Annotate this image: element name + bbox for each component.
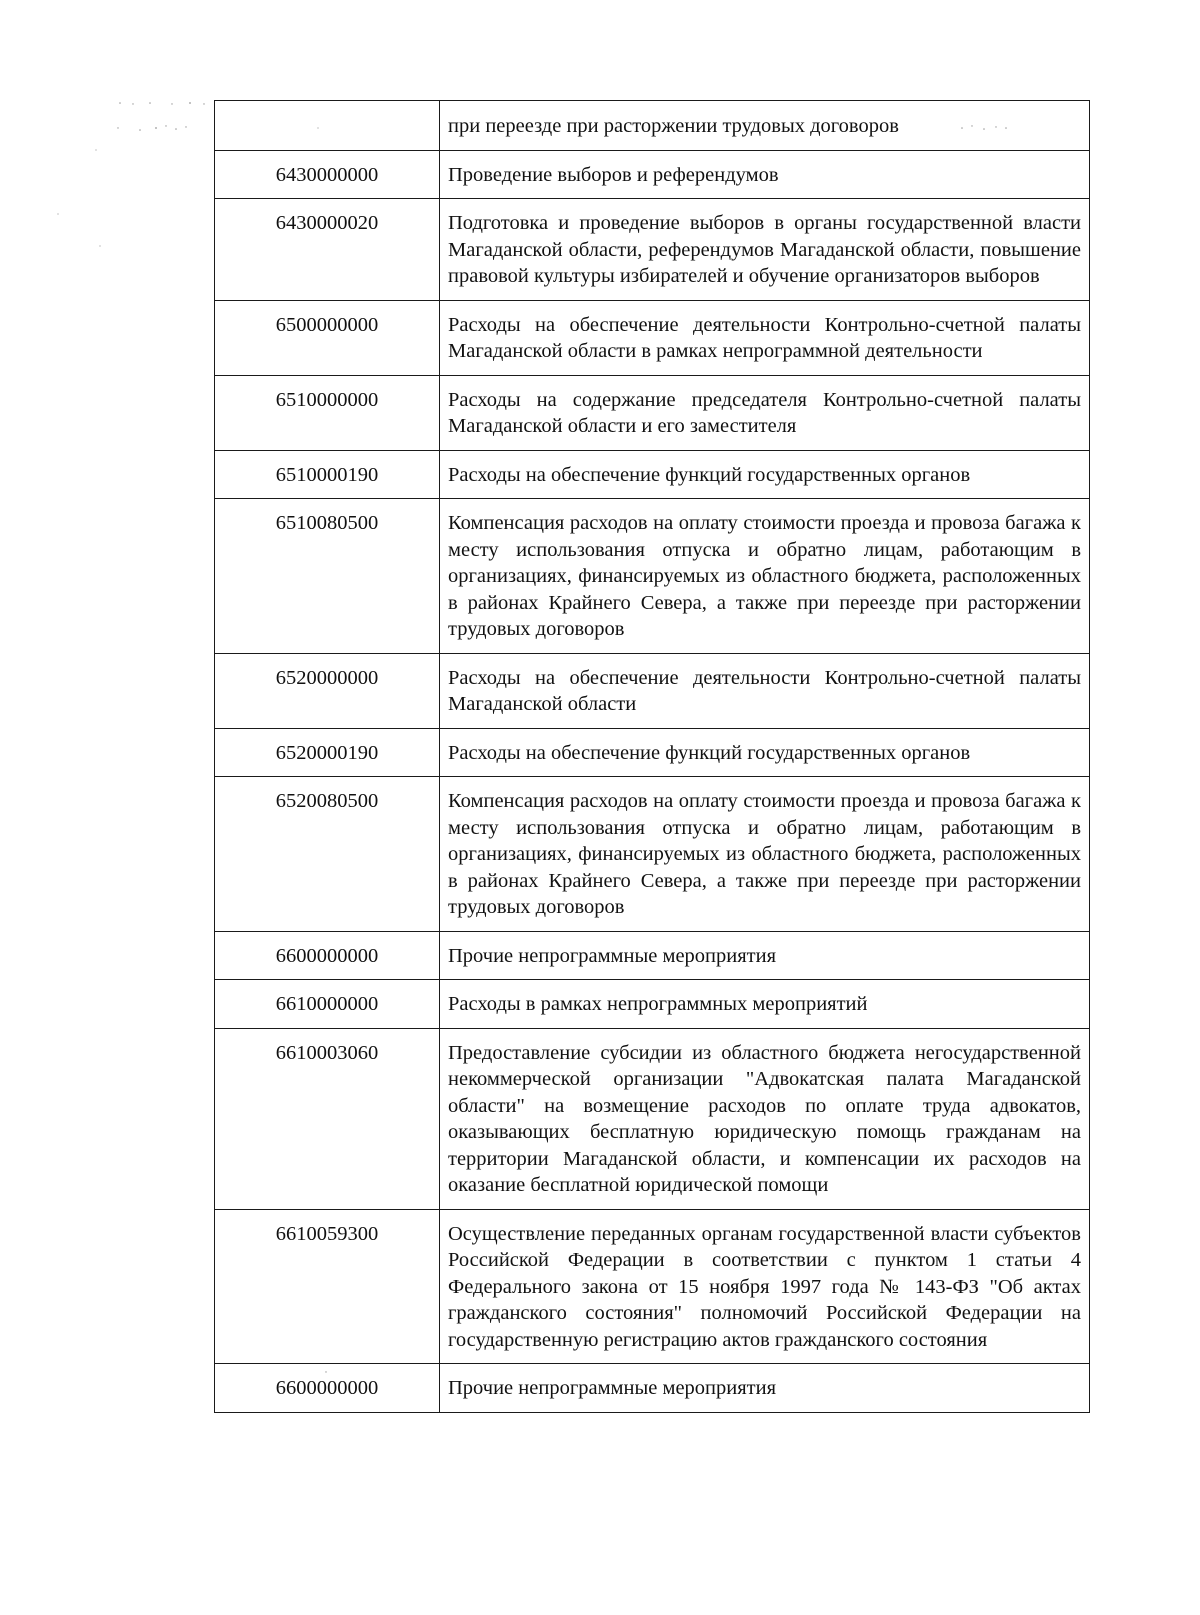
row-description: Расходы на содержание председателя Контрольно-счетной палаты Магаданской области и его заместителя — [440, 375, 1090, 450]
table-row — [215, 375, 1090, 450]
row-code: 6520080500 — [215, 777, 440, 932]
table-row — [215, 931, 1090, 980]
row-description: Компенсация расходов на оплату стоимости проезда и провоза багажа к месту использования отпуска и обратно лицам, работающим в организациях, финансируемых из областного бюджета, расположенных в районах Крайнего Севера, а также при переезде при расторжении трудовых договоров — [440, 499, 1090, 654]
table-row — [215, 1209, 1090, 1364]
budget-classification-table — [214, 100, 1090, 1413]
row-description: Расходы на обеспечение деятельности Контрольно-счетной палаты Магаданской области — [440, 653, 1090, 728]
table-row — [215, 653, 1090, 728]
row-description: Предоставление субсидии из областного бюджета негосударственной некоммерческой организации "Адвокатская палата Магаданской области" на возмещение расходов по оплате труда адвокатов, оказывающих бесплатную юридическую помощь гражданам на территории Магаданской области, и компенсации их расходов на оказание бесплатной юридической помощи — [440, 1028, 1090, 1209]
row-code: 6430000000 — [215, 150, 440, 199]
row-code: 6500000000 — [215, 300, 440, 375]
row-description: Осуществление переданных органам государственной власти субъектов Российской Федерации в соответствии с пунктом 1 статьи 4 Федерального закона от 15 ноября 1997 года № 143-ФЗ "Об актах гражданского состояния" полномочий Российской Федерации на государственную регистрацию актов гражданского состояния — [440, 1209, 1090, 1364]
row-code: 6610003060 — [215, 1028, 440, 1209]
row-description: Подготовка и проведение выборов в органы государственной власти Магаданской области, референдумов Магаданской области, повышение правовой культуры избирателей и обучение организаторов выборов — [440, 199, 1090, 301]
row-description: Проведение выборов и референдумов — [440, 150, 1090, 199]
row-description: Расходы в рамках непрограммных мероприятий — [440, 980, 1090, 1029]
row-description: Расходы на обеспечение функций государственных органов — [440, 450, 1090, 499]
row-code: 6520000190 — [215, 728, 440, 777]
table-row — [215, 101, 1090, 151]
table-row — [215, 300, 1090, 375]
row-description: Компенсация расходов на оплату стоимости проезда и провоза багажа к месту использования отпуска и обратно лицам, работающим в организациях, финансируемых из областного бюджета, расположенных в районах Крайнего Севера, а также при переезде при расторжении трудовых договоров — [440, 777, 1090, 932]
row-code: 6510000000 — [215, 375, 440, 450]
table-row — [215, 199, 1090, 301]
row-description: Расходы на обеспечение деятельности Контрольно-счетной палаты Магаданской области в рамках непрограммной деятельности — [440, 300, 1090, 375]
row-description: Прочие непрограммные мероприятия — [440, 1364, 1090, 1413]
table-row — [215, 1028, 1090, 1209]
row-description: Прочие непрограммные мероприятия — [440, 931, 1090, 980]
row-description: Расходы на обеспечение функций государственных органов — [440, 728, 1090, 777]
row-code: 6520000000 — [215, 653, 440, 728]
table-row — [215, 1364, 1090, 1413]
row-code: 6430000020 — [215, 199, 440, 301]
row-code: 6610059300 — [215, 1209, 440, 1364]
table-row — [215, 777, 1090, 932]
row-description: при переезде при расторжении трудовых договоров — [440, 101, 1090, 151]
row-code: 6510080500 — [215, 499, 440, 654]
table-row — [215, 499, 1090, 654]
table-row — [215, 450, 1090, 499]
row-code: 6610000000 — [215, 980, 440, 1029]
row-code — [215, 101, 440, 151]
table-row — [215, 728, 1090, 777]
row-code: 6510000190 — [215, 450, 440, 499]
table-row — [215, 150, 1090, 199]
row-code: 6600000000 — [215, 1364, 440, 1413]
row-code: 6600000000 — [215, 931, 440, 980]
table-row — [215, 980, 1090, 1029]
